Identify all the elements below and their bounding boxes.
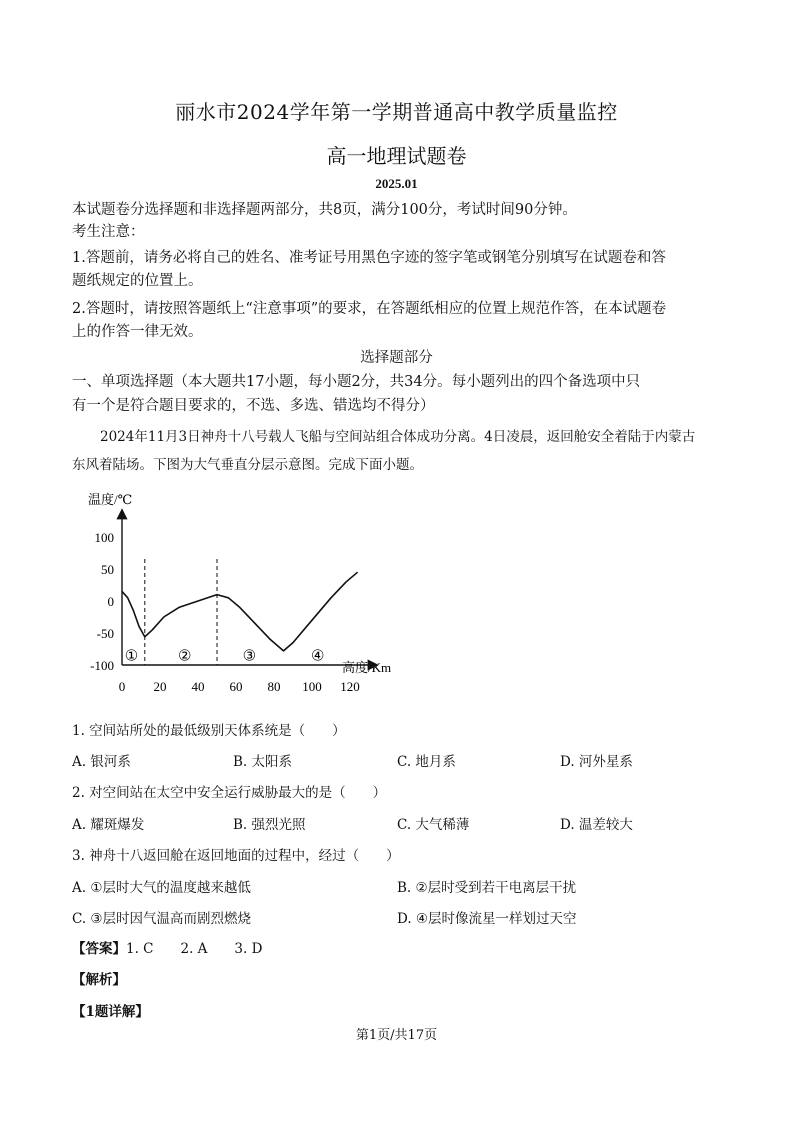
atmosphere-layer-chart [80,485,400,710]
question-2-option-b[interactable]: B. 强烈光照 [233,817,306,833]
part-instructions-line-1: 一、单项选择题（本大题共17小题，每小题2分，共34分。每小题列出的四个备选项中只 [72,374,641,390]
question-3-option-d[interactable]: D. ④层时像流星一样划过天空 [397,911,577,927]
question-2-option-d[interactable]: D. 温差较大 [560,817,633,833]
notice-2-line-1: 2.答题时，请按照答题纸上“注意事项”的要求，在答题纸相应的位置上规范作答，在本试题卷 [72,301,667,317]
answer-values: 1. C 2. A 3. D [126,941,263,957]
x-tick-label: 100 [302,679,322,694]
question-3-option-c[interactable]: C. ③层时因气温高而剧烈燃烧 [72,911,252,927]
question-1-stem: 1. 空间站所处的最低级别天体系统是（ ） [72,723,346,739]
y-tick-label: -100 [90,658,114,673]
detail-label: 【1题详解】 [72,1004,149,1020]
y-axis-label: 温度/℃ [88,492,133,507]
y-tick-label: 0 [107,594,114,609]
x-tick-label: 40 [191,679,205,694]
x-tick-label: 60 [229,679,243,694]
question-1-option-d[interactable]: D. 河外星系 [560,754,633,770]
layer-label: ① [124,648,139,665]
question-2-option-c[interactable]: C. 大气稀薄 [397,817,470,833]
x-tick-label: 80 [267,679,281,694]
notice-heading: 考生注意： [72,224,145,240]
intro-line: 本试题卷分选择题和非选择题两部分，共8页，满分100分，考试时间90分钟。 [72,202,577,218]
y-tick-label: 100 [94,530,114,545]
y-tick-label: 50 [101,562,114,577]
layer-label: ② [177,648,192,665]
question-2-stem: 2. 对空间站在太空中安全运行威胁最大的是（ ） [72,785,387,801]
notice-2-line-2: 上的作答一律无效。 [72,324,203,340]
question-3-stem: 3. 神舟十八返回舱在返回地面的过程中，经过（ ） [72,848,400,864]
notice-1-line-1: 1.答题前，请务必将自己的姓名、准考证号用黑色字迹的签字笔或钢笔分别填写在试题卷和答 [72,250,666,266]
exam-title: 丽水市2024学年第一学期普通高中教学质量监控 [175,100,618,124]
x-axis-label: 高度/Km [342,660,392,675]
notice-1-line-2: 题纸规定的位置上。 [72,273,203,289]
answer-label: 【答案】 [72,941,126,957]
question-3-option-a[interactable]: A. ①层时大气的温度越来越低 [72,880,251,896]
x-tick-label: 120 [340,679,360,694]
question-1-option-b[interactable]: B. 太阳系 [233,754,293,770]
question-1-option-a[interactable]: A. 银河系 [72,754,131,770]
question-3-option-b[interactable]: B. ②层时受到若干电离层干扰 [397,880,577,896]
exam-subtitle: 高一地理试题卷 [326,144,467,168]
material-line-1: 2024年11月3日神舟十八号载人飞船与空间站组合体成功分离。4日凌晨，返回舱安全着陆于内蒙古 [100,429,696,445]
layer-label: ④ [310,648,325,665]
question-2-option-a[interactable]: A. 耀斑爆发 [72,817,145,833]
question-1-option-c[interactable]: C. 地月系 [397,754,456,770]
x-tick-label: 0 [118,679,126,694]
page-number: 第1页/共17页 [355,1028,438,1043]
analysis-label: 【解析】 [72,972,126,988]
part-instructions-line-2: 有一个是符合题目要求的，不选、多选、错选均不得分） [72,398,435,414]
material-line-2: 东风着陆场。下图为大气垂直分层示意图。完成下面小题。 [72,457,423,473]
section-heading: 选择题部分 [360,350,433,366]
temperature-curve [122,572,358,651]
layer-label: ③ [242,648,257,665]
answer-row [72,937,262,957]
exam-date: 2025.01 [375,176,418,191]
x-tick-label: 20 [153,679,167,694]
y-tick-label: -50 [96,626,114,641]
